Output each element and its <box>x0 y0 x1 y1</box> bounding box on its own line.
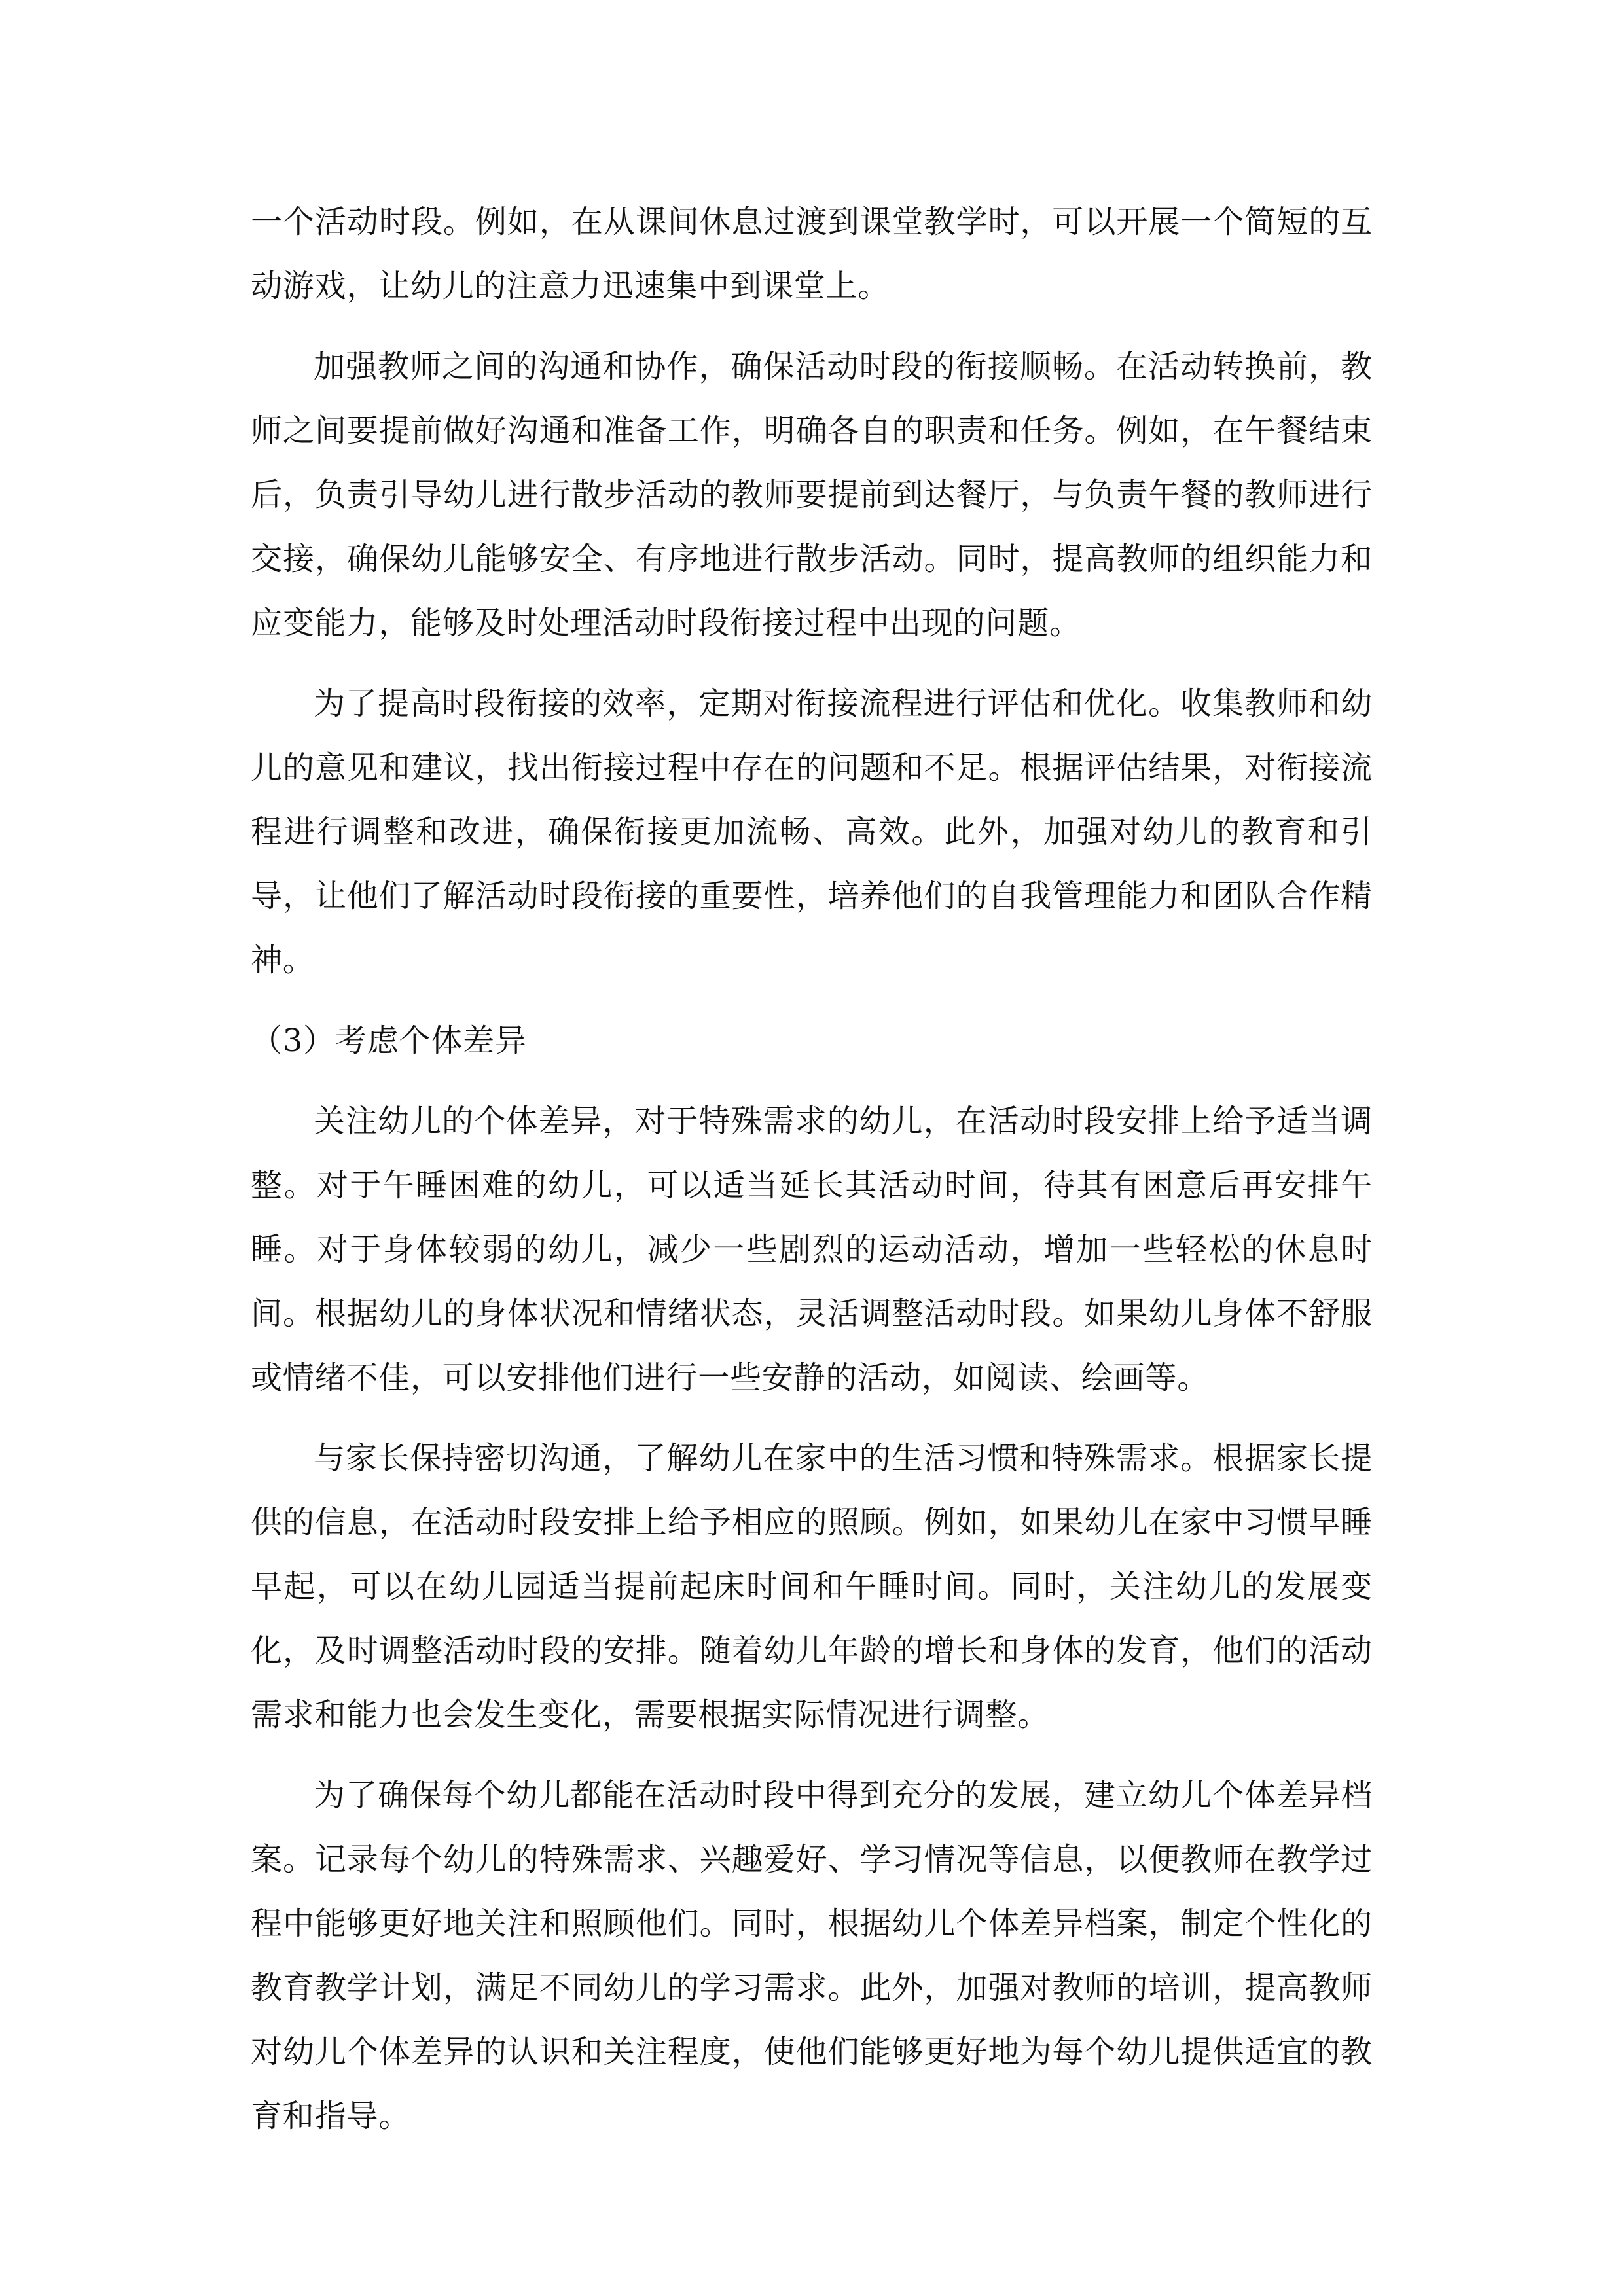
section-heading: （3）考虑个体差异 <box>251 1022 527 1059</box>
body-text <box>251 190 1373 2164</box>
paragraph-individual-differences: 关注幼儿的个体差异，对于特殊需求的幼儿，在活动时段安排上给予适当调整。对于午睡困难的幼儿，可以适当延长其活动时间，待其有困意后再安排午睡。对于身体较弱的幼儿，减少一些剧烈的运动活动，增加一些轻松的休息时间。根据幼儿的身体状况和情绪状态，灵活调整活动时段。如果幼儿身体不舒服或情绪不佳，可以安排他们进行一些安静的活动，如阅读、绘画等。 <box>251 1103 1373 1396</box>
paragraph-teacher-coordination: 加强教师之间的沟通和协作，确保活动时段的衔接顺畅。在活动转换前，教师之间要提前做好沟通和准备工作，明确各自的职责和任务。例如，在午餐结束后，负责引导幼儿进行散步活动的教师要提前到达餐厅，与负责午餐的教师进行交接，确保幼儿能够安全、有序地进行散步活动。同时，提高教师的组织能力和应变能力，能够及时处理活动时段衔接过程中出现的问题。 <box>251 348 1373 641</box>
paragraph-continuation: 一个活动时段。例如，在从课间休息过渡到课堂教学时，可以开展一个简短的互动游戏，让幼儿的注意力迅速集中到课堂上。 <box>251 204 1373 304</box>
paragraph-parent-communication: 与家长保持密切沟通，了解幼儿在家中的生活习惯和特殊需求。根据家长提供的信息，在活动时段安排上给予相应的照顾。例如，如果幼儿在家中习惯早睡早起，可以在幼儿园适当提前起床时间和午睡时间。同时，关注幼儿的发展变化，及时调整活动时段的安排。随着幼儿年龄的增长和身体的发育，他们的活动需求和能力也会发生变化，需要根据实际情况进行调整。 <box>251 1440 1373 1733</box>
paragraph-transition-evaluation: 为了提高时段衔接的效率，定期对衔接流程进行评估和优化。收集教师和幼儿的意见和建议，找出衔接过程中存在的问题和不足。根据评估结果，对衔接流程进行调整和改进，确保衔接更加流畅、高效。此外，加强对幼儿的教育和引导，让他们了解活动时段衔接的重要性，培养他们的自我管理能力和团队合作精神。 <box>251 685 1373 978</box>
paragraph-individual-archive: 为了确保每个幼儿都能在活动时段中得到充分的发展，建立幼儿个体差异档案。记录每个幼儿的特殊需求、兴趣爱好、学习情况等信息，以便教师在教学过程中能够更好地关注和照顾他们。同时，根据幼儿个体差异档案，制定个性化的教育教学计划，满足不同幼儿的学习需求。此外，加强对教师的培训，提高教师对幼儿个体差异的认识和关注程度，使他们能够更好地为每个幼儿提供适宜的教育和指导。 <box>251 1777 1373 2134</box>
